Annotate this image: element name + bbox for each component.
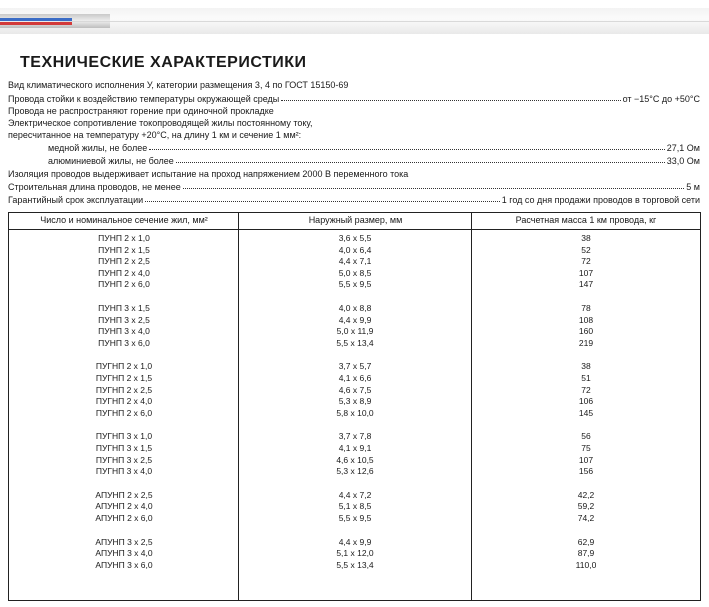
spec-resistance-line1: Электрическое сопротивление токопроводящей жилы постоянному току, xyxy=(8,118,313,128)
spec-warranty xyxy=(8,195,700,205)
cell-dimensions: 4,1 x 6,6 xyxy=(338,373,372,383)
cell-mass: 72 xyxy=(581,256,591,267)
spec-value: 5 м xyxy=(686,182,700,192)
spec-value: 33,0 Ом xyxy=(666,156,700,166)
column-divider xyxy=(471,213,472,600)
cell-size: ПУНП 2 x 4,0 xyxy=(98,267,150,278)
cell-mass: 219 xyxy=(578,337,594,348)
cell-mass: 160 xyxy=(578,326,594,337)
cell-size: ПУГНП 2 x 4,0 xyxy=(95,396,153,407)
cell-size: ПУНП 2 x 2,5 xyxy=(98,256,150,267)
cell-mass: 72 xyxy=(581,384,591,395)
spec-label: Строительная длина проводов, не менее xyxy=(8,182,181,192)
cell-mass: 78 xyxy=(581,303,591,313)
cell-dimensions: 4,4 x 9,9 xyxy=(338,314,372,325)
spec-length xyxy=(8,182,700,192)
spec-value: 27,1 Ом xyxy=(666,143,700,153)
spec-label: медной жилы, не более xyxy=(48,143,148,153)
cell-dimensions: 3,7 x 5,7 xyxy=(338,361,372,372)
cell-mass: 156 xyxy=(578,466,594,477)
cell-size: ПУГНП 2 x 6,0 xyxy=(95,407,153,418)
spec-label: алюминиевой жилы, не более xyxy=(48,156,174,166)
cell-mass: 108 xyxy=(578,314,594,325)
cell-dimensions: 5,0 x 11,9 xyxy=(336,326,374,337)
spec-fire: Провода не распространяют горение при одиночной прокладке xyxy=(8,106,274,116)
cell-dimensions: 5,3 x 12,6 xyxy=(336,466,374,477)
cell-size: ПУНП 3 x 6,0 xyxy=(98,337,150,348)
spec-label: Провода стойки к воздействию температуры окружающей среды xyxy=(8,94,280,104)
cell-mass: 75 xyxy=(581,443,591,453)
cell-mass: 56 xyxy=(581,431,591,442)
cell-mass: 147 xyxy=(578,279,594,290)
cell-size: ПУГНП 3 x 2,5 xyxy=(95,454,153,465)
cell-size: ПУНП 3 x 4,0 xyxy=(98,326,150,337)
cell-dimensions: 5,5 x 9,5 xyxy=(338,513,372,523)
cable-photo xyxy=(0,8,709,34)
cell-mass: 38 xyxy=(581,233,591,243)
cell-dimensions: 4,0 x 8,8 xyxy=(338,303,372,313)
cell-mass: 59,2 xyxy=(577,501,595,512)
cell-dimensions: 4,6 x 7,5 xyxy=(338,384,372,395)
cell-mass: 87,9 xyxy=(577,548,595,559)
cell-size: ПУНП 3 x 1,5 xyxy=(98,303,150,313)
cable-separator xyxy=(60,21,709,22)
cell-size: ПУГНП 3 x 4,0 xyxy=(95,466,153,477)
cell-dimensions: 4,4 x 7,1 xyxy=(338,256,372,267)
cell-size: ПУНП 2 x 1,5 xyxy=(98,244,150,255)
cell-dimensions: 5,3 x 8,9 xyxy=(338,396,372,407)
spec-climate: Вид климатического исполнения У, категории размещения 3, 4 по ГОСТ 15150-69 xyxy=(8,80,349,90)
spec-aluminum xyxy=(8,156,700,166)
cell-dimensions: 4,1 x 9,1 xyxy=(338,443,372,453)
cell-dimensions: 4,4 x 9,9 xyxy=(338,536,372,547)
cell-size: АПУНП 2 x 6,0 xyxy=(95,513,153,523)
cell-dimensions: 5,0 x 8,5 xyxy=(338,267,372,278)
table-header xyxy=(9,213,700,230)
cell-mass: 42,2 xyxy=(577,489,595,500)
cable-core-red xyxy=(0,22,72,25)
cell-size: АПУНП 3 x 4,0 xyxy=(95,548,153,559)
cell-mass: 145 xyxy=(578,407,594,418)
cell-size: АПУНП 3 x 6,0 xyxy=(95,559,153,570)
spec-temperature xyxy=(8,94,700,104)
spec-value: от −15°С до +50°С xyxy=(622,94,700,104)
header-dimensions: Наружный размер, мм xyxy=(308,215,403,225)
cell-dimensions: 4,6 x 10,5 xyxy=(336,454,374,465)
page-title: ТЕХНИЧЕСКИЕ ХАРАКТЕРИСТИКИ xyxy=(20,54,307,71)
cell-dimensions: 4,0 x 6,4 xyxy=(338,244,372,255)
column-divider xyxy=(238,213,239,600)
cell-dimensions: 5,5 x 13,4 xyxy=(336,337,374,348)
cell-dimensions: 4,4 x 7,2 xyxy=(338,489,372,500)
cell-mass: 51 xyxy=(581,373,591,383)
cell-size: ПУГНП 2 x 1,5 xyxy=(95,373,153,383)
cell-dimensions: 5,5 x 13,4 xyxy=(336,559,374,570)
spec-label: Гарантийный срок эксплуатации xyxy=(8,195,144,205)
cell-mass: 110,0 xyxy=(575,559,597,570)
cell-size: ПУГНП 2 x 1,0 xyxy=(95,361,153,372)
cell-dimensions: 5,8 x 10,0 xyxy=(336,407,374,418)
leader-dots xyxy=(149,143,665,150)
cell-size: АПУНП 2 x 4,0 xyxy=(95,501,153,512)
cell-size: ПУГНП 3 x 1,0 xyxy=(95,431,153,442)
cell-dimensions: 5,5 x 9,5 xyxy=(338,279,372,290)
cell-size: ПУГНП 3 x 1,5 xyxy=(95,443,153,453)
spec-value: 1 год со дня продажи проводов в торговой сети xyxy=(501,195,700,205)
cell-mass: 74,2 xyxy=(577,513,595,523)
cell-size: ПУГНП 2 x 2,5 xyxy=(95,384,153,395)
cell-mass: 38 xyxy=(581,361,591,372)
cell-mass: 107 xyxy=(578,267,594,278)
cell-size: ПУНП 2 x 1,0 xyxy=(98,233,150,243)
spec-resistance-line2: пересчитанное на температуру +20°С, на длину 1 км и сечение 1 мм²: xyxy=(8,130,302,140)
leader-dots xyxy=(281,94,620,101)
leader-dots xyxy=(145,195,500,202)
cell-mass: 62,9 xyxy=(577,536,595,547)
spec-copper xyxy=(8,143,700,153)
cell-size: ПУНП 3 x 2,5 xyxy=(98,314,150,325)
leader-dots xyxy=(176,156,665,163)
spec-table xyxy=(8,212,701,601)
cell-size: АПУНП 3 x 2,5 xyxy=(95,536,153,547)
cell-mass: 106 xyxy=(578,396,594,407)
spec-insulation: Изоляция проводов выдерживает испытание на проход напряжением 2000 В переменного тока xyxy=(8,169,409,179)
cell-size: ПУНП 2 x 6,0 xyxy=(98,279,150,290)
cell-dimensions: 5,1 x 12,0 xyxy=(336,548,374,559)
cell-dimensions: 3,6 x 5,5 xyxy=(338,233,372,243)
leader-dots xyxy=(183,182,685,189)
cell-dimensions: 3,7 x 7,8 xyxy=(338,431,372,442)
cell-size: АПУНП 2 x 2,5 xyxy=(95,489,153,500)
header-size: Число и номинальное сечение жил, мм² xyxy=(40,215,208,225)
header-mass: Расчетная масса 1 км провода, кг xyxy=(515,215,657,225)
cell-mass: 107 xyxy=(578,454,594,465)
cell-dimensions: 5,1 x 8,5 xyxy=(338,501,372,512)
cell-mass: 52 xyxy=(581,244,591,255)
